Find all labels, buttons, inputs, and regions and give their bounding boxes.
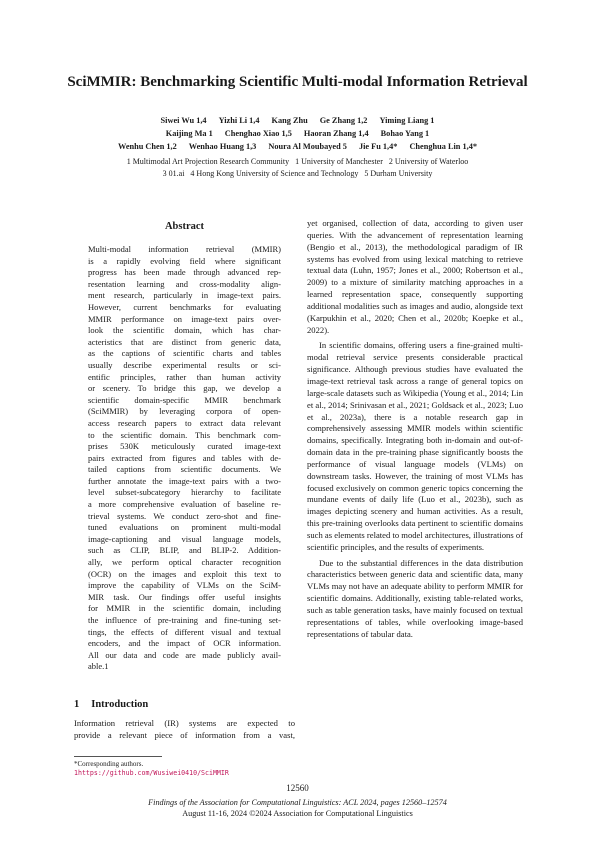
- abstract-line: ally, we perform optical character recognition: [88, 557, 281, 568]
- author-name: Wenhu Chen 1,2: [117, 142, 177, 151]
- abstract-line: further annotate the image-text pairs with a two-: [88, 475, 281, 486]
- abstract-line: (OCR) on the images and exploit this text to: [88, 568, 281, 579]
- abstract-line: entific principles, rather than human activity: [88, 371, 281, 382]
- abstract-line: progress has been made through advanced rep-: [88, 267, 281, 278]
- section-heading: [74, 699, 148, 710]
- intro-line: Information retrieval (IR) systems are expected to: [74, 718, 295, 728]
- affiliation-item: 1 Multimodal Art Projection Research Community: [126, 157, 290, 166]
- abstract-line: tings, the effects of different visual and textual: [88, 626, 281, 637]
- affiliation-list: [0, 156, 595, 180]
- affiliation-item: 2 University of Waterloo: [388, 157, 469, 166]
- author-row: [0, 140, 595, 153]
- abstract-line: (SciMMIR) by leveraging corpora of open-: [88, 406, 281, 417]
- author-name: Yiming Liang 1: [379, 116, 435, 125]
- abstract-line: a more comprehensive evaluation of baseline re-: [88, 499, 281, 510]
- author-name: Siwei Wu 1,4: [160, 116, 207, 125]
- intro-text: [74, 718, 295, 742]
- author-name: Bohao Yang 1: [380, 129, 430, 138]
- author-row: [0, 127, 595, 140]
- abstract-line: pairs extracted from figures and tables with de-: [88, 452, 281, 463]
- abstract-line: tailed captions from scientific documents. We: [88, 464, 281, 475]
- abstract-line: look the scientific domain, which has char-: [88, 325, 281, 336]
- abstract-line: usually describe experimental results or sci-: [88, 359, 281, 370]
- abstract-line: the influence of pre-training and fine-tuning set-: [88, 615, 281, 625]
- footnote-url-link[interactable]: 1https://github.com/Wusiwei0410/SciMMIR: [74, 769, 229, 777]
- author-name: Chenghao Xiao 1,5: [224, 129, 292, 138]
- affiliation-item: 1 University of Manchester: [295, 157, 383, 166]
- footer-venue: Findings of the Association for Computational Linguistics: ACL 2024, pages 12560–12574: [148, 798, 447, 807]
- right-column-text: [307, 218, 523, 641]
- author-name: Kaijing Ma 1: [165, 129, 213, 138]
- section-number: 1: [74, 699, 80, 710]
- author-name: Chenghua Lin 1,4*: [409, 142, 477, 151]
- author-name: Noura Al Moubayed 5: [268, 142, 347, 151]
- affiliation-item: 4 Hong Kong University of Science and Technology: [190, 169, 359, 178]
- affiliation-item: 3 01.ai: [162, 169, 185, 178]
- section-title: Introduction: [91, 699, 149, 710]
- abstract-line: such as CLIP, BLIP, and BLIP-2. Addition-: [88, 545, 281, 556]
- abstract-line: resentation learning and cross-modality align-: [88, 278, 281, 289]
- paper-title: SciMMIR: Benchmarking Scientific Multi-modal Information Retrieval: [67, 74, 528, 90]
- abstract-line: as the captions of scientific charts and tables: [88, 348, 281, 359]
- affiliation-row: [0, 168, 595, 180]
- footnote-corresponding: *Corresponding authors.: [74, 760, 144, 768]
- body-paragraph: Due to the substantial differences in the data distribution characteristics between generic data and scientific data, many VLMs may not have an adequate ability to perform MMIR for scientific domains. Additionally, existing table-related works, such as table generation tasks, have mainly focused on textual representations of tables, while overlooking image-based representations of tabular data.: [307, 557, 523, 639]
- abstract-line: or scenery. To bridge this gap, we develop a: [88, 383, 281, 394]
- author-list: [0, 114, 595, 153]
- abstract-line: access research papers to extract data relevant: [88, 417, 281, 428]
- author-name: Yizhi Li 1,4: [218, 116, 260, 125]
- abstract-line: image-captioning and visual language models,: [88, 533, 281, 544]
- affiliation-row: [0, 156, 595, 168]
- body-paragraph: In scientific domains, offering users a fine-grained multi-modal retrieval service presents considerable practical significance. Although previous studies have evaluated the image-text retrieval task across a range of general topics on large-scale datasets such as Wikipedia (Young et al., 2014; Lin et al., 2014; Srinivasan et al., 2021; Goldsack et al., 2023; Luo et al., 2023a), there is a notable research gap in comprehensively assessing MMIR models within scientific domains, specifically. Integrating both in-domain and out-of-domain data in the pre-training phase significantly boosts the performance of visual language models (VLMs) on downstream tasks. However, the training of most VLMs has focused exclusively on common generic topics concerning the mundane events of daily life (Luo et al., 2023b), such as images depicting scenery and human activities. As a result, this pre-training overlooks data pertinent to scientific domains such as elements related to model architectures, illustrations of scientific principles, and the results of experiments.: [307, 340, 523, 552]
- footnote-rule: [74, 756, 162, 757]
- author-name: Jie Fu 1,4*: [358, 142, 398, 151]
- abstract-line: Multi-modal information retrieval (MMIR): [88, 244, 281, 254]
- abstract-line: However, current benchmarks for evaluating: [88, 301, 281, 312]
- abstract-line: MMIR performance on image-text pairs over-: [88, 313, 281, 324]
- author-name: Haoran Zhang 1,4: [303, 129, 369, 138]
- abstract-line: acteristics that are distinct from generic data,: [88, 336, 281, 347]
- abstract-heading: Abstract: [164, 221, 205, 232]
- author-name: Wenhao Huang 1,3: [188, 142, 257, 151]
- abstract-line: level subset-subcategory hierarchy to facilitate: [88, 487, 281, 498]
- abstract-line: prises 530K meticulously curated image-text: [88, 441, 281, 452]
- abstract-line: tuned evaluations on prominent multi-modal: [88, 522, 281, 533]
- abstract-line: All our data and code are made publicly avail-: [88, 649, 281, 660]
- abstract-line: to the scientific domain. This benchmark com-: [88, 429, 281, 440]
- abstract-line: is a rapidly evolving field where significant: [88, 255, 281, 266]
- author-name: Ge Zhang 1,2: [319, 116, 368, 125]
- affiliation-item: 5 Durham University: [364, 169, 433, 178]
- intro-line: provide a relevant piece of information from a vast,: [74, 729, 295, 740]
- author-name: Kang Zhu: [271, 116, 308, 125]
- body-paragraph: yet organised, collection of data, according to given user queries. With the advancement of representation learning (Bengio et al., 2013), the methodological paradigm of IR systems has evolved from using lexical matching to retrieve textual data (Luhn, 1957; Jones et al., 2000; Robertson et al., 2009) to a mixture of similarity matching approaches in a learned representation space, consequently supporting additional modalities such as images and audio, alongside text (Karpukhin et al., 2020; Chen et al., 2020b; Koepke et al., 2022).: [307, 218, 523, 335]
- abstract-body: [88, 244, 281, 673]
- abstract-line: scientific domain-specific MMIR benchmark: [88, 394, 281, 405]
- abstract-line: trieval systems. We conduct zero-shot and fine-: [88, 510, 281, 521]
- page-number: 12560: [286, 783, 309, 793]
- abstract-line: ment research, particularly in image-text pairs.: [88, 290, 281, 301]
- abstract-line: MIR task. Our findings offer useful insights: [88, 591, 281, 602]
- abstract-line: able.1: [88, 661, 109, 672]
- abstract-line: for MMIR in the scientific domain, including: [88, 603, 281, 614]
- author-row: [0, 114, 595, 127]
- abstract-line: improve the capability of VLMs on the SciM-: [88, 580, 281, 591]
- footer-date: August 11-16, 2024 ©2024 Association for Computational Linguistics: [182, 809, 413, 818]
- abstract-line: encoders, and the impact of OCR information.: [88, 638, 281, 649]
